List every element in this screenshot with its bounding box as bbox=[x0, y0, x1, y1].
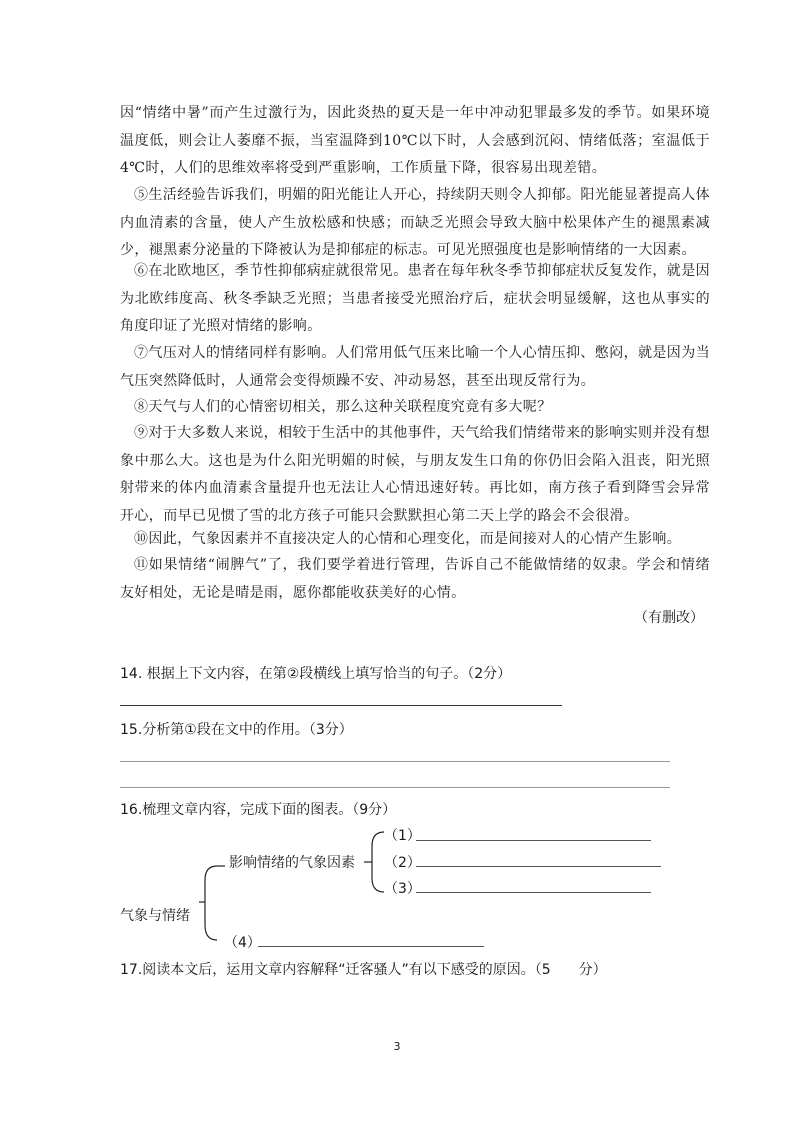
diagram-item-2: （2） bbox=[384, 855, 421, 871]
passage-paragraph-8: ⑧天气与人们的心情密切相关，那么这种关联程度究竟有多大呢？ bbox=[134, 399, 552, 415]
diagram-blank-1[interactable] bbox=[416, 840, 651, 841]
page-number: 3 bbox=[393, 1040, 401, 1053]
passage-paragraph-7: ⑦气压对人的情绪同样有影响。人们常用低气压来比喻一个人心情压抑、憋闷，就是因为当气压突然降低时，人通常会变得烦躁不安、冲动易怒，甚至出现反常行为。 bbox=[120, 345, 710, 389]
diagram-item-3: （3） bbox=[384, 881, 421, 897]
question-14: 14. 根据上下文内容，在第②段横线上填写恰当的句子。（2分） bbox=[120, 666, 512, 682]
passage-paragraph-5: ⑤生活经验告诉我们，明媚的阳光能让人开心，持续阴天则令人抑郁。阳光能显著提高人体内血清素的含量，使人产生放松感和快感；而缺乏光照会导致大脑中松果体产生的褪黑素减少，褪黑素分泌量的下降被认为是抑郁症的标志。可见光照强度也是影响情绪的一大因素。 bbox=[120, 187, 710, 258]
passage-paragraph-9: ⑨对于大多数人来说，相较于生活中的其他事件，天气给我们情绪带来的影响实则并没有想象中那么大。这也是为什么阳光明媚的时候，与朋友发生口角的你仍旧会陷入沮丧，阳光照射带来的体内血清素含量提升也无法让人心情迅速好转。再比如，南方孩子看到降雪会异常开心，而早已见惯了雪的北方孩子可能只会默默担心第二天上学的路会不会很滑。 bbox=[120, 425, 710, 524]
passage-paragraph-continued: 因“情绪中暑”而产生过激行为，因此炎热的夏天是一年中冲动犯罪最多发的季节。如果环境温度低，则会让人萎靡不振，当室温降到10℃以下时，人会感到沉闷、情绪低落；室温低于4℃时，人们的思维效率将受到严重影响，工作质量下降，很容易出现差错。 bbox=[120, 105, 710, 176]
diagram-root-label: 气象与情绪 bbox=[120, 908, 190, 924]
source-note: （有删改） bbox=[634, 610, 704, 626]
question-17: 17.阅读本文后，运用文章内容解释“迁客骚人”有以下感受的原因。（5 分） bbox=[120, 962, 607, 978]
diagram-item-4: （4） bbox=[224, 935, 261, 951]
diagram-blank-4[interactable] bbox=[258, 946, 484, 947]
passage-paragraph-6: ⑥在北欧地区，季节性抑郁病症就很常见。患者在每年秋冬季节抑郁症状反复发作，就是因为北欧纬度高、秋冬季缺乏光照；当患者接受光照治疗后，症状会明显缓解，这也从事实的角度印证了光照对情绪的影响。 bbox=[120, 263, 710, 334]
diagram-item-1: （1） bbox=[384, 828, 421, 844]
diagram-blank-3[interactable] bbox=[416, 892, 651, 893]
question-16: 16.梳理文章内容，完成下面的图表。（9分） bbox=[120, 802, 397, 818]
passage-paragraph-10: ⑩因此，气象因素并不直接决定人的心情和心理变化，而是间接对人的心情产生影响。 bbox=[134, 531, 682, 547]
question-15: 15.分析第①段在文中的作用。（3分） bbox=[120, 722, 353, 738]
diagram-branch-label: 影响情绪的气象因素 bbox=[229, 855, 355, 871]
diagram-blank-2[interactable] bbox=[416, 866, 661, 867]
passage-paragraph-11: ⑪如果情绪“闹脾气”了，我们要学着进行管理，告诉自己不能做情绪的奴隶。学会和情绪友好相处，无论是晴是雨，愿你都能收获美好的心情。 bbox=[120, 557, 710, 601]
